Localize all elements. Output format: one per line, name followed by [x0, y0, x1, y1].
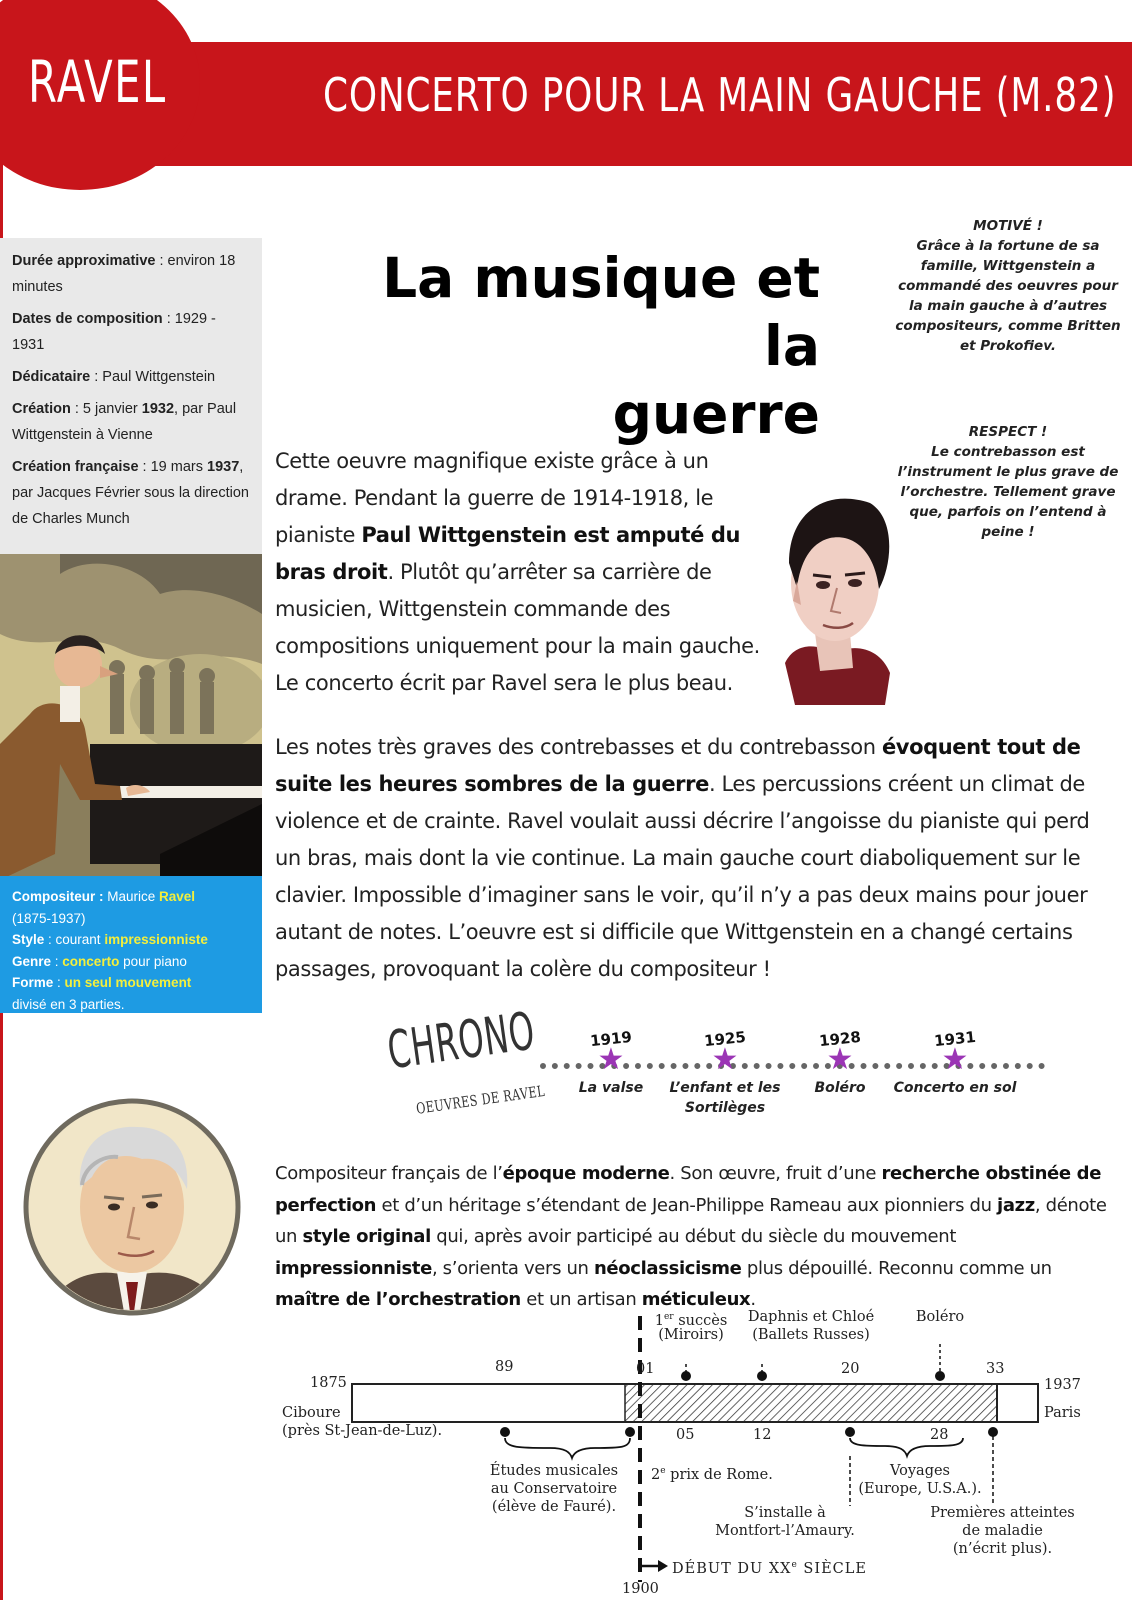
info-creation-value: : 5 janvier [70, 401, 142, 417]
bio-voyages: Voyages [889, 1463, 950, 1479]
bio-end-place: Paris [1044, 1405, 1081, 1421]
style-text: : courant [44, 932, 105, 947]
bio-tick: 33 [986, 1361, 1005, 1377]
para3-emphasis: maître de l’orchestration [275, 1289, 521, 1310]
form-label: Forme [12, 975, 54, 990]
note-motive-text: Grâce à la fortune de sa famille, Wittgenstein a commandé des oeuvres pour la main gauche à d’autres compositeurs, comme Britten et Prokofiev. [895, 238, 1121, 354]
note-respect-title: RESPECT ! [968, 424, 1048, 440]
chrono-event-label: La valse [578, 1080, 644, 1096]
chrono-event-year: 1919 [589, 1027, 633, 1051]
para3-text: et d’un héritage s’étendant de Jean-Philippe Rameau aux pionniers du [376, 1194, 998, 1216]
star-icon: ★ [826, 1043, 854, 1076]
note-motive-title: MOTIVÉ ! [973, 218, 1043, 234]
bio-rome-prize [651, 1462, 773, 1484]
para3-text: et un artisan [520, 1289, 642, 1310]
chrono-heading: CHRONO [384, 1001, 539, 1082]
paragraph-war-music [275, 729, 1115, 988]
info-dedicatee-label: Dédicataire [12, 369, 91, 385]
bio-illness-detail: de maladie [962, 1523, 1043, 1539]
bio-tick: 20 [841, 1361, 860, 1377]
composer-years: (1875-1937) [12, 910, 86, 926]
para3-text: , dénote un [275, 1194, 1107, 1247]
info-french-label: Création française [12, 459, 139, 475]
form-text: divisé en 3 parties. [12, 996, 125, 1012]
chrono-event [890, 1027, 1020, 1098]
chrono-event [546, 1027, 676, 1098]
bio-etudes: Études musicales [489, 1463, 619, 1479]
para3-emphasis: impressionniste [275, 1257, 432, 1279]
note-motive [893, 216, 1123, 356]
main-title-line-2: guerre [612, 382, 820, 446]
bio-end-year: 1937 [1044, 1377, 1081, 1393]
genre-value: concerto [62, 953, 120, 969]
chrono-event-year: 1925 [703, 1027, 747, 1051]
bio-daphnis: Daphnis et Chloé [747, 1309, 875, 1325]
para3-text: Compositeur français de l’ [275, 1163, 503, 1184]
bio-first-success-work: (Miroirs) [658, 1327, 724, 1343]
bio-illness-note: (n’écrit plus). [952, 1541, 1053, 1557]
para3-emphasis: style original [302, 1226, 431, 1247]
bio-tick: 05 [676, 1427, 695, 1443]
info-duration [12, 248, 252, 300]
composer-line [12, 886, 252, 908]
work-title: CONCERTO POUR LA MAIN GAUCHE (M.82) [323, 68, 1117, 122]
biography-timeline [280, 1309, 1115, 1600]
style-value: impressionniste [104, 932, 208, 947]
info-dates [12, 306, 252, 358]
para3-emphasis: néoclassicisme [593, 1257, 742, 1279]
para3-text: qui, après avoir participé au début du siècle du mouvement [430, 1226, 957, 1247]
info-french-value: : 19 mars [138, 459, 208, 475]
para1-text-a: Cette oeuvre magnifique existe grâce à un drame. Pendant la guerre de 1914-1918, le pianiste [275, 449, 714, 547]
para3-text: , s’orienta vers un [431, 1257, 594, 1279]
bio-tick: 12 [753, 1427, 772, 1443]
paragraph-drama [275, 443, 775, 702]
para1-emphasis: Paul Wittgenstein est amputé du bras droit [275, 523, 741, 584]
info-box [0, 238, 262, 554]
bio-century-year: 1900 [622, 1581, 659, 1597]
bio-daphnis-detail: (Ballets Russes) [752, 1327, 870, 1343]
main-title [330, 244, 820, 448]
info-creation-label: Création [12, 401, 71, 417]
info-dates-value: : 1929 - 1931 [12, 311, 216, 353]
style-line [12, 929, 252, 951]
star-icon: ★ [941, 1043, 969, 1076]
bio-tick: 28 [930, 1427, 949, 1443]
bio-start-place: Ciboure [282, 1405, 341, 1421]
info-duration-value: : environ 18 minutes [12, 253, 236, 295]
para3-emphasis: époque moderne [502, 1163, 670, 1184]
chrono-event-year: 1928 [818, 1027, 862, 1051]
wittgenstein-portrait [775, 493, 905, 705]
para3-text: . Son œuvre, fruit d’une [669, 1163, 882, 1184]
bio-etudes-teacher: (élève de Fauré). [491, 1499, 617, 1515]
form-sep: : [53, 975, 65, 990]
para3-text: . [750, 1289, 756, 1310]
genre-label: Genre [12, 953, 52, 969]
bio-century-text: DÉBUT DU XX [672, 1560, 792, 1577]
chrono-subheading: OEUVRES DE RAVEL [415, 1081, 546, 1118]
para1-text-c: . Plutôt qu’arrêter sa carrière de musicien, Wittgenstein commande des compositions uniquement pour la main gauche. Le concerto écrit par Ravel sera le plus beau. [275, 560, 760, 695]
info-french-place: , par Jacques Février sous la direction de Charles Munch [12, 459, 249, 527]
main-title-line-1: La musique et la [382, 246, 820, 378]
bio-first-success-number: 1 [654, 1312, 664, 1329]
note-respect-text: Le contrebasson est l’instrument le plus grave de l’orchestre. Tellement grave que, parfois on l’entend à peine ! [897, 444, 1119, 540]
para3-text: plus dépouillé. Reconnu comme un [741, 1257, 1052, 1279]
info-dedicatee [12, 364, 252, 390]
bio-century-sup: e [791, 1560, 798, 1570]
composer-label: Compositeur : [12, 889, 108, 904]
composer-name: RAVEL [28, 48, 167, 116]
bio-start-place-detail: (près St-Jean-de-Luz). [282, 1423, 443, 1439]
chrono-event-label: L’enfant et les Sortilèges [669, 1080, 781, 1116]
note-respect [893, 422, 1123, 542]
composer-box [0, 876, 262, 1013]
bio-rome-number: 2 [651, 1466, 661, 1483]
para2-text-a: Les notes très graves des contrebasses et du contrebasson [275, 735, 882, 759]
star-icon: ★ [597, 1043, 625, 1076]
bio-start-year: 1875 [310, 1375, 347, 1391]
bio-voyages-detail: (Europe, U.S.A.). [858, 1481, 982, 1497]
info-creation-place: , par Paul Wittgenstein à Vienne [12, 401, 237, 443]
form-line [12, 972, 252, 994]
chrono-event-label: Concerto en sol [893, 1080, 1017, 1096]
info-french-creation [12, 454, 252, 532]
bio-rome-sup: e [660, 1466, 666, 1476]
bio-bolero: Boléro [915, 1309, 965, 1325]
bio-installe-place: Montfort-l’Amaury. [715, 1523, 855, 1539]
genre-sep: : [51, 953, 63, 969]
chrono-event-year: 1931 [933, 1027, 977, 1051]
bio-first-success-label: succès [673, 1312, 728, 1329]
info-creation [12, 396, 252, 448]
bio-rome-label: prix de Rome. [665, 1466, 773, 1483]
pianist-war-illustration [0, 554, 262, 880]
info-french-year: 1937 [207, 459, 240, 475]
info-dedicatee-value: : Paul Wittgenstein [90, 369, 216, 385]
info-duration-label: Durée approximative [12, 253, 156, 269]
bio-installe: S’installe à [744, 1505, 826, 1521]
para3-emphasis: recherche obstinée de perfection [275, 1163, 1102, 1216]
composer-last-name: Ravel [159, 889, 196, 904]
bio-tick: 89 [495, 1359, 514, 1375]
chrono-event-label: Boléro [814, 1080, 866, 1096]
chrono-event [775, 1027, 905, 1098]
style-label: Style [12, 932, 45, 947]
para3-emphasis: méticuleux [641, 1289, 751, 1310]
para3-emphasis: jazz [997, 1194, 1035, 1216]
form-value: un seul mouvement [64, 975, 192, 990]
genre-line [12, 951, 252, 973]
paragraph-biography [275, 1158, 1115, 1316]
para2-emphasis: évoquent tout de suite les heures sombres de la guerre [275, 735, 1081, 796]
chrono-event [660, 1027, 790, 1118]
bio-century-label [672, 1556, 867, 1578]
composer-first-name: Maurice [107, 889, 160, 904]
bio-first-success-sup: er [663, 1312, 674, 1322]
bio-etudes-place: au Conservatoire [490, 1481, 618, 1497]
bio-century-suffix: SIÈCLE [797, 1560, 867, 1577]
info-creation-year: 1932 [141, 401, 175, 417]
genre-text: pour piano [119, 953, 187, 969]
para2-text-c: . Les percussions créent un climat de violence et de crainte. Ravel voulait aussi décrire l’angoisse du pianiste qui perd un bras, mais dont la vie continue. La main gauche court diaboliquement sur le clavier. Impossible d’imaginer sans le voir, qu’il n’y a pas deux mains pour jouer autant de notes. L’oeuvre est si difficile que Wittgenstein en a changé certains passages, provoquant la colère du compositeur ! [275, 772, 1090, 981]
bio-tick: 01 [636, 1361, 655, 1377]
info-dates-label: Dates de composition [12, 311, 163, 327]
star-icon: ★ [711, 1043, 739, 1076]
ravel-medallion-portrait [22, 1097, 242, 1317]
bio-illness: Premières atteintes [930, 1505, 1075, 1521]
